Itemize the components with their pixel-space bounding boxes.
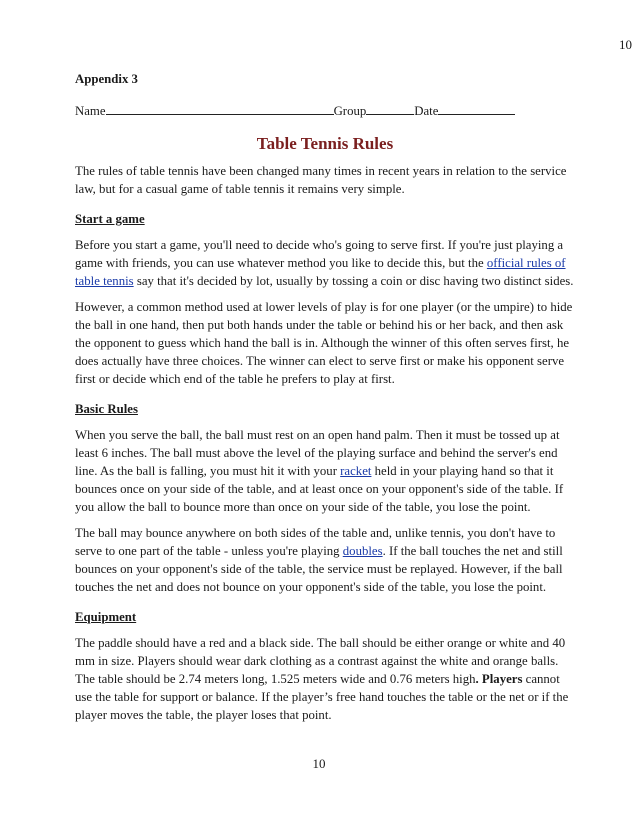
document-title: Table Tennis Rules (256, 134, 394, 153)
doubles-link[interactable]: doubles (342, 544, 383, 558)
intro-paragraph: The rules of table tennis have been changed many times in recent years in relation to the service law, but for a casual game of table tennis it remains very simple. (75, 164, 567, 196)
page-number-top: 10 (619, 37, 632, 52)
appendix-label: Appendix 3 (75, 72, 138, 86)
group-label: Group (333, 104, 367, 118)
group-blank (366, 102, 414, 115)
text-span: The paddle should have a red and a black side. The ball should be either orange or white and 40 mm in size. Players should wear dark clothing as a contrast against the white and orange balls. The table should be 2.74 meters long, 1.525 meters wide and 0.76 meters high (75, 636, 566, 686)
basic-rules-paragraph-2 (75, 524, 575, 596)
racket-link[interactable]: racket (340, 464, 372, 478)
text-span: cannot use the table for support or balance. If the player’s free hand touches the table or the net or if the player moves the table, the player loses that point. (75, 672, 569, 722)
name-label: Name (75, 104, 106, 118)
page-number-bottom: 10 (312, 756, 326, 771)
text-span: When you serve the ball, the ball must rest on an open hand palm. Then it must be tossed up at least 6 inches. The ball must above the level of the playing surface and behind the server's end line. As the ball is falling, you must hit it with your (75, 428, 560, 478)
start-game-paragraph-1 (75, 236, 575, 290)
bold-text-span: . Players (475, 672, 523, 686)
text-span: held in your playing hand so that it bounces once on your side of the table, and at least once on your opponent's side of the table. If you allow the ball to bounce more than once on your side of the table, you lose the point. (75, 464, 564, 514)
date-blank (438, 102, 515, 115)
page-content (75, 70, 575, 724)
section-heading-start-game: Start a game (75, 212, 145, 226)
section-heading-basic-rules: Basic Rules (75, 402, 138, 416)
text-span: say that it's decided by lot, usually by tossing a coin or disc having two distinct sides. (133, 274, 574, 288)
section-heading-equipment: Equipment (75, 610, 137, 624)
name-group-date-line (75, 102, 575, 120)
official-rules-link[interactable]: official rules of table tennis (75, 256, 566, 288)
equipment-paragraph (75, 634, 575, 724)
date-label: Date (414, 104, 439, 118)
name-blank (106, 102, 334, 115)
basic-rules-paragraph-1 (75, 426, 575, 516)
text-span: Before you start a game, you'll need to decide who's going to serve first. If you're just playing a game with friends, you can use whatever method you like to decide this, but the (75, 238, 564, 270)
text-span: . If the ball touches the net and still bounces on your opponent's side of the table, the service must be replayed. However, if the ball touches the net and does not bounce on your opponent's side of the table, you lose the point. (75, 544, 563, 594)
text-span: The ball may bounce anywhere on both sides of the table and, unlike tennis, you don't have to serve to one part of the table - unless you're playing (75, 526, 556, 558)
start-game-paragraph-2: However, a common method used at lower levels of play is for one player (or the umpire) to hide the ball in one hand, then put both hands under the table or behind his or her back, and then ask the opponent to guess which hand the ball is in. Although the winner of this often serves first, he does actually have three choices. The winner can elect to serve first or make his opponent serve first or decide which end of the table he prefers to play at first. (75, 300, 573, 386)
